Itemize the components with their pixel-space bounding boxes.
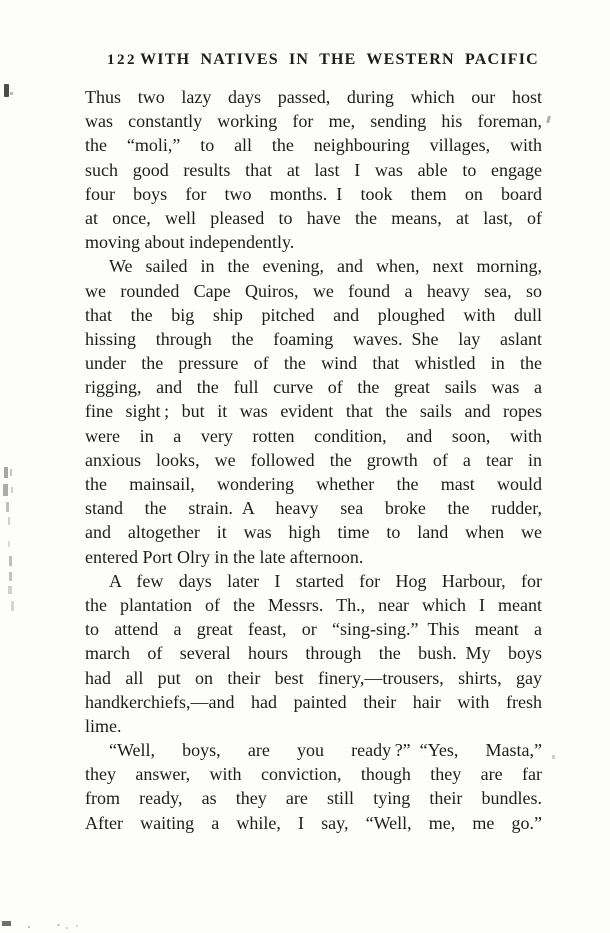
text-line: hissing through the foaming waves. She lay aslant (85, 328, 542, 349)
paragraph (85, 569, 542, 738)
scan-artifact (8, 517, 10, 525)
scan-artifact (10, 469, 12, 476)
scan-artifact (546, 116, 551, 124)
text-line: we rounded Cape Quiros, we found a heavy sea, so (85, 280, 542, 301)
paragraph (85, 254, 542, 568)
paragraph (85, 85, 542, 254)
text-line: stand the strain. A heavy sea broke the rudder, (85, 498, 542, 519)
text-line: that the big ship pitched and ploughed with dull (85, 304, 542, 325)
scan-artifact (10, 92, 13, 95)
scan-artifact (552, 755, 555, 759)
text-line: and altogether it was high time to land when we (85, 522, 542, 543)
paragraph (85, 738, 542, 835)
text-line: lime. (85, 715, 122, 736)
scan-artifact (9, 556, 12, 566)
scan-artifact (8, 586, 12, 594)
page-body-text (85, 85, 542, 835)
text-line: “Well, boys, are you ready ?” “Yes, Masta,” (109, 740, 542, 761)
scan-artifact (3, 484, 8, 496)
scan-artifact (76, 925, 78, 927)
scan-artifact (2, 921, 11, 926)
text-line: rigging, and the full curve of the great sails was a (85, 377, 542, 398)
text-line: at once, well pleased to have the means, at last, of (85, 207, 542, 228)
scan-artifact (4, 467, 8, 478)
text-line: A few days later I started for Hog Harbour, for (109, 570, 542, 591)
text-line: such good results that at last I was able to engage (85, 159, 542, 180)
text-line: the mainsail, wondering whether the mast would (85, 474, 542, 494)
text-line: the “moli,” to all the neighbouring villages, with (85, 135, 542, 156)
text-line: was constantly working for me, sending his foreman, (85, 111, 542, 132)
running-header-title: WITH NATIVES IN THE WESTERN PACIFIC (140, 51, 539, 68)
text-line: the plantation of the Messrs. Th., near which I meant (85, 594, 542, 615)
text-line: After waiting a while, I say, “Well, me, me go.” (85, 812, 542, 833)
text-line: they answer, with conviction, though they are far (85, 764, 542, 785)
text-line: from ready, as they are still tying their bundles. (85, 788, 542, 809)
running-header (85, 51, 542, 69)
text-line: four boys for two months. I took them on board (85, 183, 542, 204)
text-line: were in a very rotten condition, and soon, with (85, 425, 542, 446)
page-number: 122 (107, 52, 137, 68)
scan-artifact (11, 487, 13, 493)
text-line: fine sight ; but it was evident that the sails and ropes (85, 401, 542, 422)
scan-artifact (9, 572, 12, 581)
scan-artifact (57, 924, 60, 926)
text-line: Thus two lazy days passed, during which our host (85, 87, 542, 107)
text-line: handkerchiefs,—and had painted their hair with fresh (85, 691, 542, 712)
scan-artifact (11, 601, 14, 611)
text-line: entered Port Olry in the late afternoon. (85, 546, 364, 567)
scan-artifact (66, 927, 68, 929)
scan-artifact (8, 541, 10, 547)
scan-artifact (4, 84, 9, 97)
text-line: moving about independently. (85, 232, 295, 253)
text-line: under the pressure of the wind that whistled in the (85, 353, 542, 374)
scan-artifact (28, 926, 30, 928)
text-line: to attend a great feast, or “sing-sing.” This meant a (85, 619, 542, 640)
text-line: We sailed in the evening, and when, next morning, (109, 256, 542, 277)
text-line: had all put on their best finery,—trousers, shirts, gay (85, 667, 542, 688)
text-line: march of several hours through the bush. My boys (85, 643, 542, 664)
text-line: anxious looks, we followed the growth of a tear in (85, 449, 542, 470)
scan-artifact (6, 502, 9, 512)
